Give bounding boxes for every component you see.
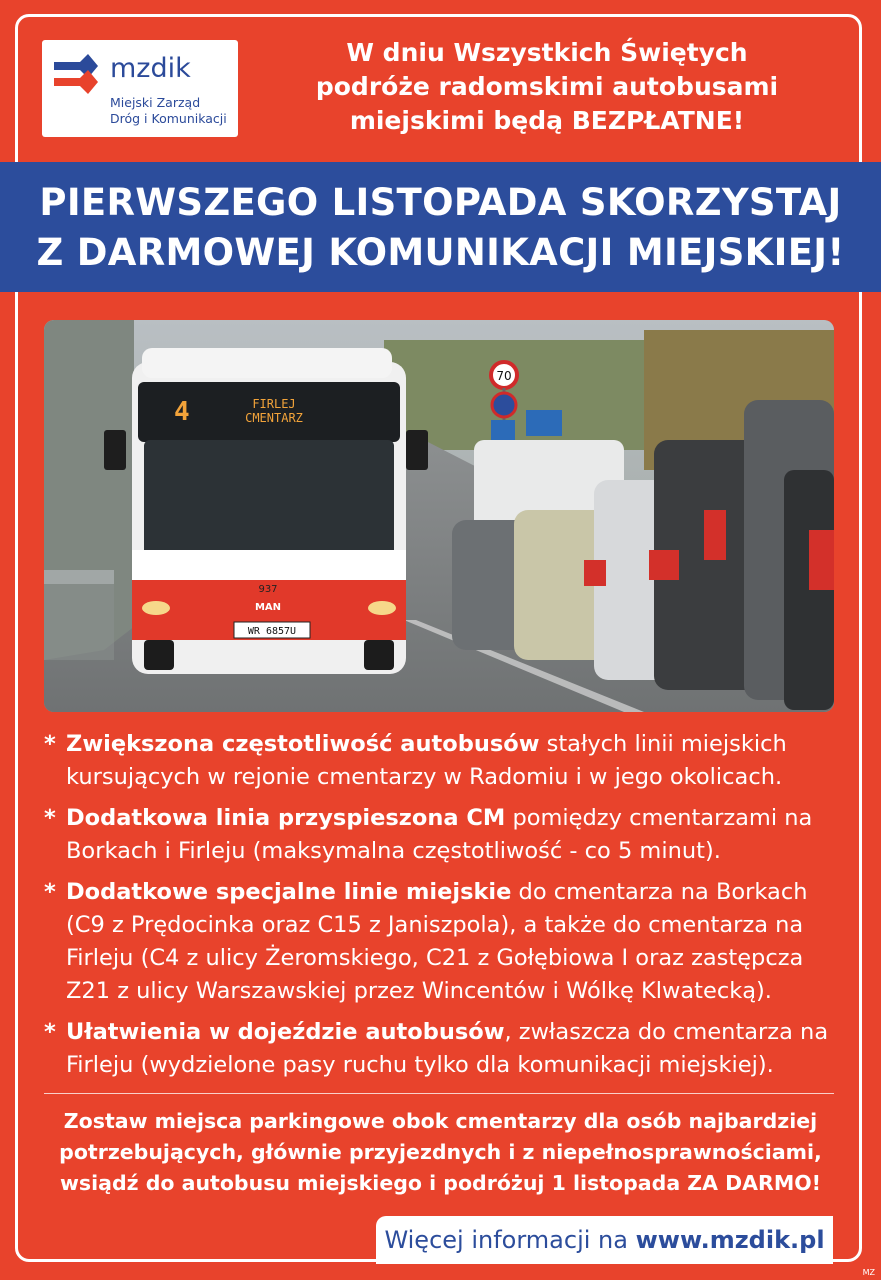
svg-text:937: 937 bbox=[258, 584, 278, 595]
svg-text:WR 6857U: WR 6857U bbox=[247, 626, 297, 637]
headline-banner bbox=[0, 162, 881, 292]
logo-name: mzdik bbox=[110, 53, 191, 84]
svg-text:4: 4 bbox=[174, 397, 190, 427]
more-info-box bbox=[376, 1216, 833, 1264]
bus-photo-illustration bbox=[44, 320, 834, 712]
more-info-text: Więcej informacji na www.mzdik.pl bbox=[384, 1226, 825, 1254]
logo-subtitle: Miejski Zarząd Dróg i Komunikacji bbox=[110, 95, 227, 126]
banner-text: PIERWSZEGO LISTOPADA SKORZYSTAJ Z DARMOWEJ KOMUNIKACJI MIEJSKIEJ! bbox=[36, 181, 845, 274]
bullet-item: * Dodatkowa linia przyspieszona CM pomiędzy cmentarzami na Borkach i Firleju (maksymalna częstotliwość - co 5 minut). bbox=[44, 805, 813, 864]
svg-text:FIRLEJ: FIRLEJ bbox=[252, 397, 296, 411]
bullet-item: * Ułatwienia w dojeździe autobusów, zwłaszcza do cmentarza na Firleju (wydzielone pasy ruchu tylko dla komunikacji miejskiej). bbox=[44, 1019, 829, 1078]
bullet-item: * Dodatkowe specjalne linie miejskie do cmentarza na Borkach (C9 z Prędocinka oraz C15 z Janiszpola), a także do cmentarza na Firleju (C4 z ulicy Żeromskiego, C21 z Gołębiowa I oraz zastępcza Z21 z ulicy Warszawskiej przez Wincentów i Wólkę Klwatecką). bbox=[44, 879, 808, 1004]
top-heading: W dniu Wszystkich Świętych podróże radomskimi autobusami miejskimi będą BEZPŁATNE! bbox=[315, 38, 779, 135]
mzdik-logo-icon bbox=[52, 50, 102, 98]
info-bullets bbox=[44, 728, 844, 1090]
section-divider bbox=[44, 1093, 834, 1094]
svg-text:MAN: MAN bbox=[254, 602, 282, 613]
website-link[interactable]: www.mzdik.pl bbox=[635, 1226, 825, 1254]
bullet-item: * Zwiększona częstotliwość autobusów stałych linii miejskich kursujących w rejonie cmentarzy w Radomiu i w jego okolicach. bbox=[44, 731, 787, 790]
svg-text:70: 70 bbox=[496, 369, 512, 383]
bus-photo bbox=[44, 320, 834, 712]
mzdik-logo bbox=[42, 40, 238, 137]
parking-appeal: Zostaw miejsca parkingowe obok cmentarzy dla osób najbardziej potrzebujących, głównie przyjezdnych i z niepełnosprawnościami, wsiądź do autobusu miejskiego i podróżuj 1 listopada ZA DARMO! bbox=[59, 1109, 822, 1195]
corner-mark: MZ bbox=[862, 1268, 875, 1277]
svg-text:CMENTARZ: CMENTARZ bbox=[245, 411, 303, 425]
